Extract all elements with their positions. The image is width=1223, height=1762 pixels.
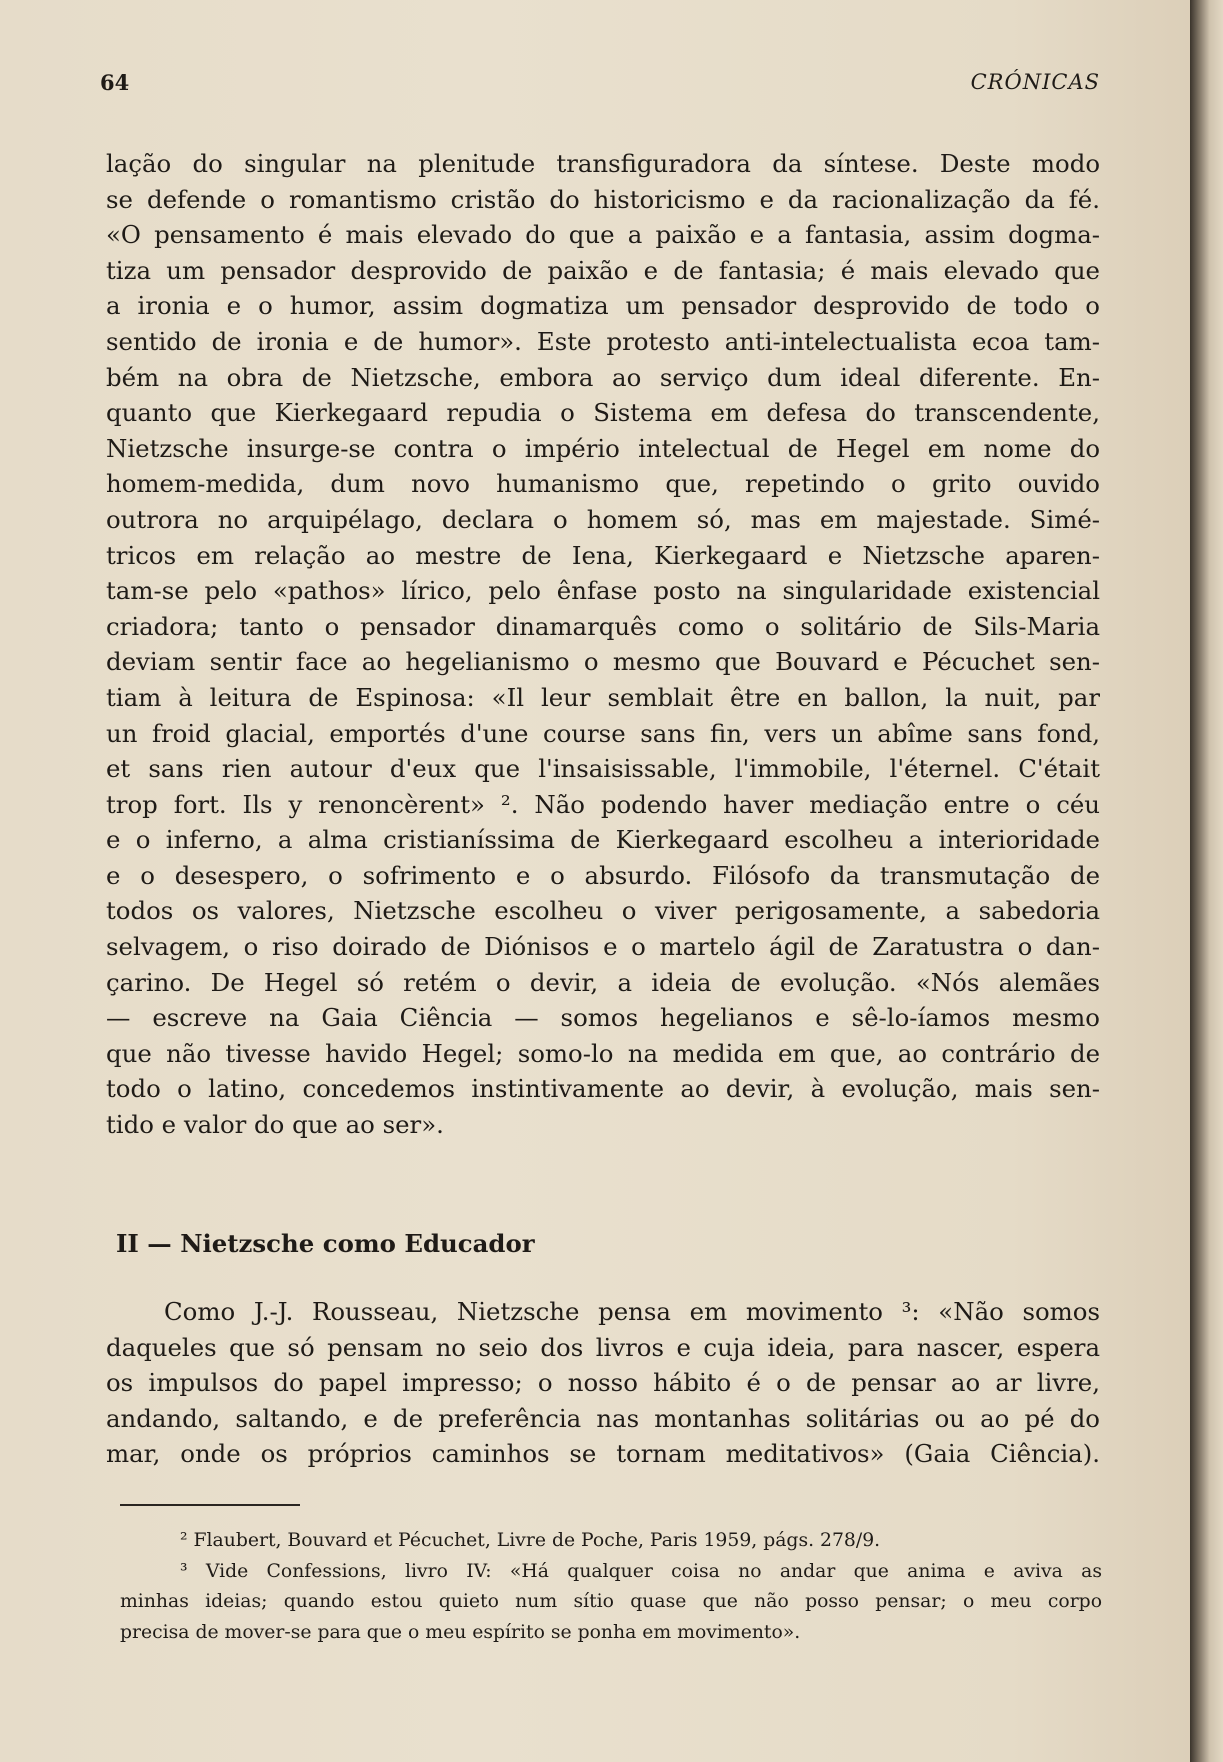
text-line: — escreve na Gaia Ciência — somos hegelianos e sê-lo-íamos mesmo: [106, 1003, 1100, 1033]
text-line: lação do singular na plenitude transfiguradora da síntese. Deste modo: [106, 149, 1100, 178]
footnote-rule: [120, 1504, 300, 1506]
section-body-text: [106, 1294, 1100, 1472]
text-line: e o desespero, o sofrimento e o absurdo. Filósofo da transmutação de: [106, 860, 1100, 890]
text-line: tricos em relação ao mestre de Iena, Kierkegaard e Nietzsche aparen-: [106, 540, 1100, 570]
text-line: todos os valores, Nietzsche escolheu o viver perigosamente, a sabedoria: [106, 896, 1100, 926]
text-line: e o inferno, a alma cristianíssima de Kierkegaard escolheu a interioridade: [106, 825, 1100, 855]
text-line: «O pensamento é mais elevado do que a paixão e a fantasia, assim dogma-: [106, 220, 1100, 250]
text-line: se defende o romantismo cristão do historicismo e da racionalização da fé.: [106, 184, 1100, 214]
text-line: quanto que Kierkegaard repudia o Sistema em defesa do transcendente,: [106, 398, 1100, 428]
text-line: deviam sentir face ao hegelianismo o mesmo que Bouvard e Pécuchet sen-: [106, 647, 1100, 677]
running-head: CRÓNICAS: [970, 70, 1100, 94]
footnote-line: minhas ideias; quando estou quieto num sítio quase que não posso pensar; o meu corpo: [120, 1591, 1102, 1612]
text-line: tiza um pensador desprovido de paixão e de fantasia; é mais elevado que: [106, 255, 1100, 285]
text-line: Como J.-J. Rousseau, Nietzsche pensa em movimento ³: «Não somos: [164, 1297, 1100, 1326]
text-line: criadora; tanto o pensador dinamarquês como o solitário de Sils-Maria: [106, 611, 1100, 641]
text-line: outrora no arquipélago, declara o homem só, mas em majestade. Simé-: [106, 504, 1100, 534]
footnote: ³ Vide Confessions, livro IV: «Há qualquer coisa no andar que anima e aviva as: [180, 1560, 1102, 1582]
footnote: ² Flaubert, Bouvard et Pécuchet, Livre de Poche, Paris 1959, págs. 278/9.: [180, 1530, 881, 1551]
text-line: Nietzsche insurge-se contra o império intelectual de Hegel em nome do: [106, 433, 1100, 463]
page-edge-shadow: [1190, 0, 1223, 1762]
text-line: andando, saltando, e de preferência nas montanhas solitárias ou ao pé do: [106, 1403, 1100, 1433]
text-line: et sans rien autour d'eux que l'insaisissable, l'immobile, l'éternel. C'était: [106, 754, 1100, 784]
text-line: mar, onde os próprios caminhos se tornam meditativos» (Gaia Ciência).: [106, 1439, 1100, 1469]
page-number: 64: [100, 70, 130, 95]
text-line: tiam à leitura de Espinosa: «Il leur semblait être en ballon, la nuit, par: [106, 682, 1100, 712]
text-line: bém na obra de Nietzsche, embora ao serviço dum ideal diferente. En-: [106, 362, 1100, 392]
text-line: tam-se pelo «pathos» lírico, pelo ênfase posto na singularidade existencial: [106, 576, 1100, 606]
text-line: selvagem, o riso doirado de Diónisos e o martelo ágil de Zaratustra o dan-: [106, 932, 1100, 962]
section-heading: II — Nietzsche como Educador: [116, 1229, 535, 1258]
text-line: a ironia e o humor, assim dogmatiza um pensador desprovido de todo o: [106, 291, 1100, 321]
text-line: trop fort. Ils y renoncèrent» ². Não podendo haver mediação entre o céu: [106, 789, 1100, 819]
footnotes: [120, 1526, 1102, 1648]
text-line: homem-medida, dum novo humanismo que, repetindo o grito ouvido: [106, 469, 1100, 499]
text-line: daqueles que só pensam no seio dos livros e cuja ideia, para nascer, espera: [106, 1332, 1100, 1362]
footnote-line: precisa de mover-se para que o meu espírito se ponha em movimento».: [120, 1621, 801, 1643]
text-line: çarino. De Hegel só retém o devir, a ideia de evolução. «Nós alemães: [106, 967, 1100, 997]
text-line: todo o latino, concedemos instintivamente ao devir, à evolução, mais sen-: [106, 1074, 1100, 1104]
body-text: [106, 146, 1100, 1143]
text-line: un froid glacial, emportés d'une course sans fin, vers un abîme sans fond,: [106, 718, 1100, 748]
text-line: tido e valor do que ao ser».: [106, 1110, 444, 1140]
text-line: sentido de ironia e de humor». Este protesto anti-intelectualista ecoa tam-: [106, 326, 1100, 356]
page-header: [100, 70, 1100, 110]
text-line: os impulsos do papel impresso; o nosso hábito é o de pensar ao ar livre,: [106, 1368, 1100, 1398]
text-line: que não tivesse havido Hegel; somo-lo na medida em que, ao contrário de: [106, 1038, 1100, 1068]
